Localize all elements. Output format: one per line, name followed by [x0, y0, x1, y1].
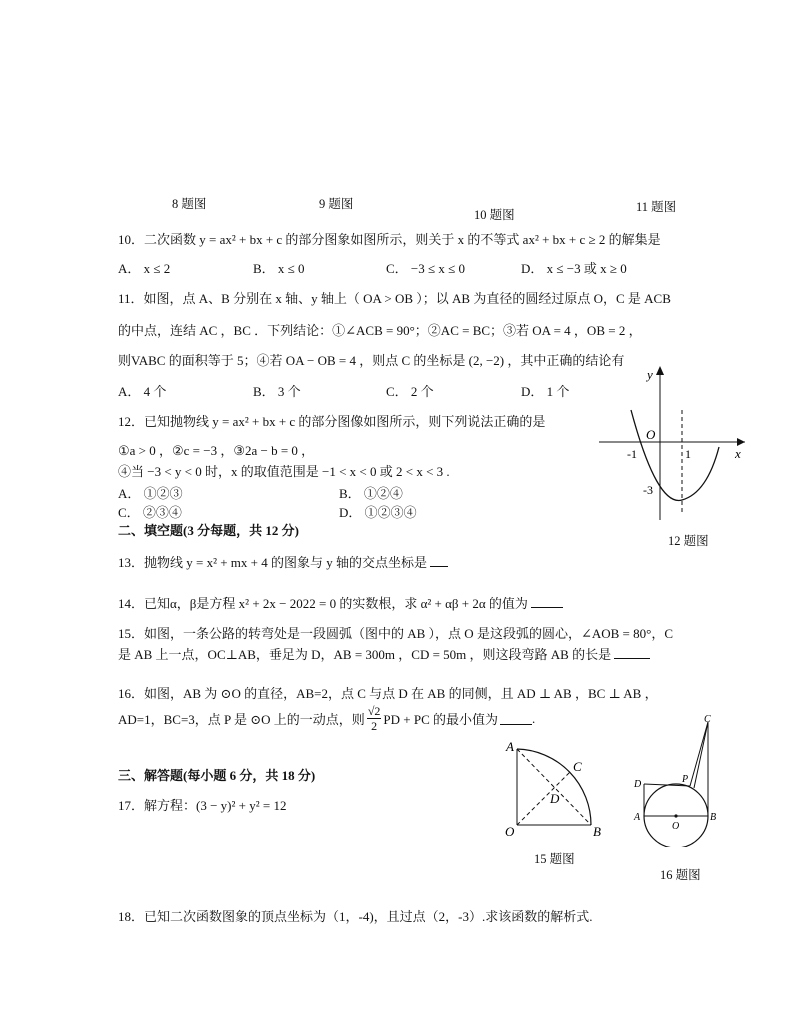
label-d: D — [634, 779, 642, 790]
label-b: B — [593, 824, 601, 839]
question-11-option-a: A． 4 个 — [118, 384, 167, 399]
answer-blank-13[interactable] — [430, 554, 448, 567]
segment-pc-2 — [694, 722, 708, 788]
origin-label: O — [646, 427, 656, 442]
center-dot — [674, 814, 677, 817]
caption-8: 8 题图 — [172, 197, 207, 211]
question-15-line2: 是 AB 上一点，OC⊥AB，垂足为 D，AB = 300m ，CD = 50m ，则这段弯路 AB 的长是 — [118, 647, 612, 662]
label-d: D — [550, 791, 560, 806]
caption-11: 11 题图 — [636, 200, 677, 214]
label-c: C — [704, 714, 711, 725]
caption-16: 16 题图 — [660, 868, 701, 882]
label-p: P — [682, 774, 689, 785]
section-2-heading: 二、填空题(3 分每题，共 12 分) — [118, 523, 299, 538]
question-12-stem: 12．已知抛物线 y = ax² + bx + c 的部分图像如图所示，则下列说法正确的是 — [118, 414, 546, 429]
tick-one: 1 — [685, 447, 691, 461]
question-15-line1: 15．如图，一条公路的转弯处是一段圆弧（图中的 AB ），点 O 是这段弧的圆心，∠AOB = 80°，C — [118, 626, 673, 641]
label-o: O — [505, 824, 515, 839]
label-a: A — [634, 812, 641, 823]
x-label: x — [735, 446, 741, 461]
question-13-text: 13．抛物线 y = x² + mx + 4 的图象与 y 轴的交点坐标是 — [118, 555, 428, 570]
question-11-option-d: D． 1 个 — [521, 384, 570, 399]
answer-blank-16[interactable] — [500, 712, 532, 725]
answer-blank-15[interactable] — [614, 646, 650, 659]
question-16-line2b: PD + PC 的最小值为 — [383, 712, 499, 727]
question-16-line2: AD=1，BC=3，点 P 是 ⊙O 上的一动点，则 $\frac{√2}{2}$ PD + PC 的最小值为 . — [118, 704, 536, 733]
y-axis-arrow — [656, 366, 664, 375]
segment-oc — [517, 771, 571, 825]
caption-9: 9 题图 — [319, 197, 354, 211]
question-13 — [118, 552, 448, 571]
question-12-option-b: B． ①②④ — [339, 486, 403, 501]
fraction-numerator: √2 — [367, 704, 381, 718]
figure-15-arc — [500, 735, 615, 840]
question-18: 18．已知二次函数图象的顶点坐标为（1，-4)，且过点（2，-3）.求该函数的解析式. — [118, 909, 593, 924]
caption-15: 15 题图 — [534, 852, 575, 866]
figure-16-circle — [630, 712, 720, 847]
question-17: 17．解方程：(3 − y)² + y² = 12 — [118, 798, 287, 813]
answer-blank-14[interactable] — [531, 595, 563, 608]
label-c: C — [573, 759, 582, 774]
question-10-option-b: B． x ≤ 0 — [253, 261, 305, 276]
question-10-option-a: A． x ≤ 2 — [118, 261, 171, 276]
section-3-heading: 三、解答题(每小题 6 分，共 18 分) — [118, 768, 316, 783]
question-11-line2: 的中点，连结 AC ，BC ．下列结论：①∠ACB = 90°；②AC = BC；③若 OA = 4 ，OB = 2 ， — [118, 323, 642, 338]
x-axis-arrow — [737, 438, 745, 446]
question-11-option-c: C． 2 个 — [386, 384, 434, 399]
question-12-line2: ①a > 0 ，②c = −3 ，③2a − b = 0 ， — [118, 443, 315, 458]
label-a: A — [506, 739, 514, 754]
question-11-line1: 11．如图，点 A、B 分别在 x 轴、y 轴上（ OA > OB ）；以 AB 为直径的圆经过原点 O，C 是 ACB — [118, 291, 671, 306]
question-16-line2a: AD=1，BC=3，点 P 是 ⊙O 上的一动点，则 — [118, 712, 365, 727]
tick-minus-one: -1 — [627, 447, 637, 461]
fraction-denominator: 2 — [371, 719, 378, 733]
question-10-option-d: D． x ≤ −3 或 x ≥ 0 — [521, 261, 627, 276]
caption-12: 12 题图 — [668, 534, 709, 548]
question-12-option-d: D． ①②③④ — [339, 505, 417, 520]
question-15 — [118, 644, 650, 663]
question-10-stem: 10．二次函数 y = ax² + bx + c 的部分图象如图所示，则关于 x 的不等式 ax² + bx + c ≥ 2 的解集是 — [118, 232, 661, 247]
fraction-sqrt2-over-2 — [367, 704, 382, 733]
y-label: y — [647, 367, 653, 382]
question-12-line3: ④当 −3 < y < 0 时，x 的取值范围是 −1 < x < 0 或 2 < x < 3 . — [118, 464, 450, 479]
question-11-option-b: B． 3 个 — [253, 384, 301, 399]
question-12-option-a: A． ①②③ — [118, 486, 183, 501]
question-11-line3: 则VABC 的面积等于 5；④若 OA − OB = 4 ，则点 C 的坐标是 (2, −2) ，其中正确的结论有 — [118, 353, 625, 368]
segment-pc — [690, 722, 708, 786]
question-10-option-c: C． −3 ≤ x ≤ 0 — [386, 261, 466, 276]
label-b: B — [710, 812, 717, 823]
caption-10: 10 题图 — [474, 208, 515, 222]
question-14 — [118, 593, 563, 612]
figure-12-parabola — [595, 362, 755, 524]
label-o: O — [672, 821, 680, 832]
tick-minus-three: -3 — [643, 483, 653, 497]
question-14-text: 14．已知α，β是方程 x² + 2x − 2022 = 0 的实数根，求 α² + αβ + 2α 的值为 — [118, 596, 528, 611]
question-12-option-c: C． ②③④ — [118, 505, 182, 520]
question-16-line1: 16．如图，AB 为 ⊙O 的直径，AB=2，点 C 与点 D 在 AB 的同侧，且 AD ⊥ AB ，BC ⊥ AB ， — [118, 686, 658, 701]
